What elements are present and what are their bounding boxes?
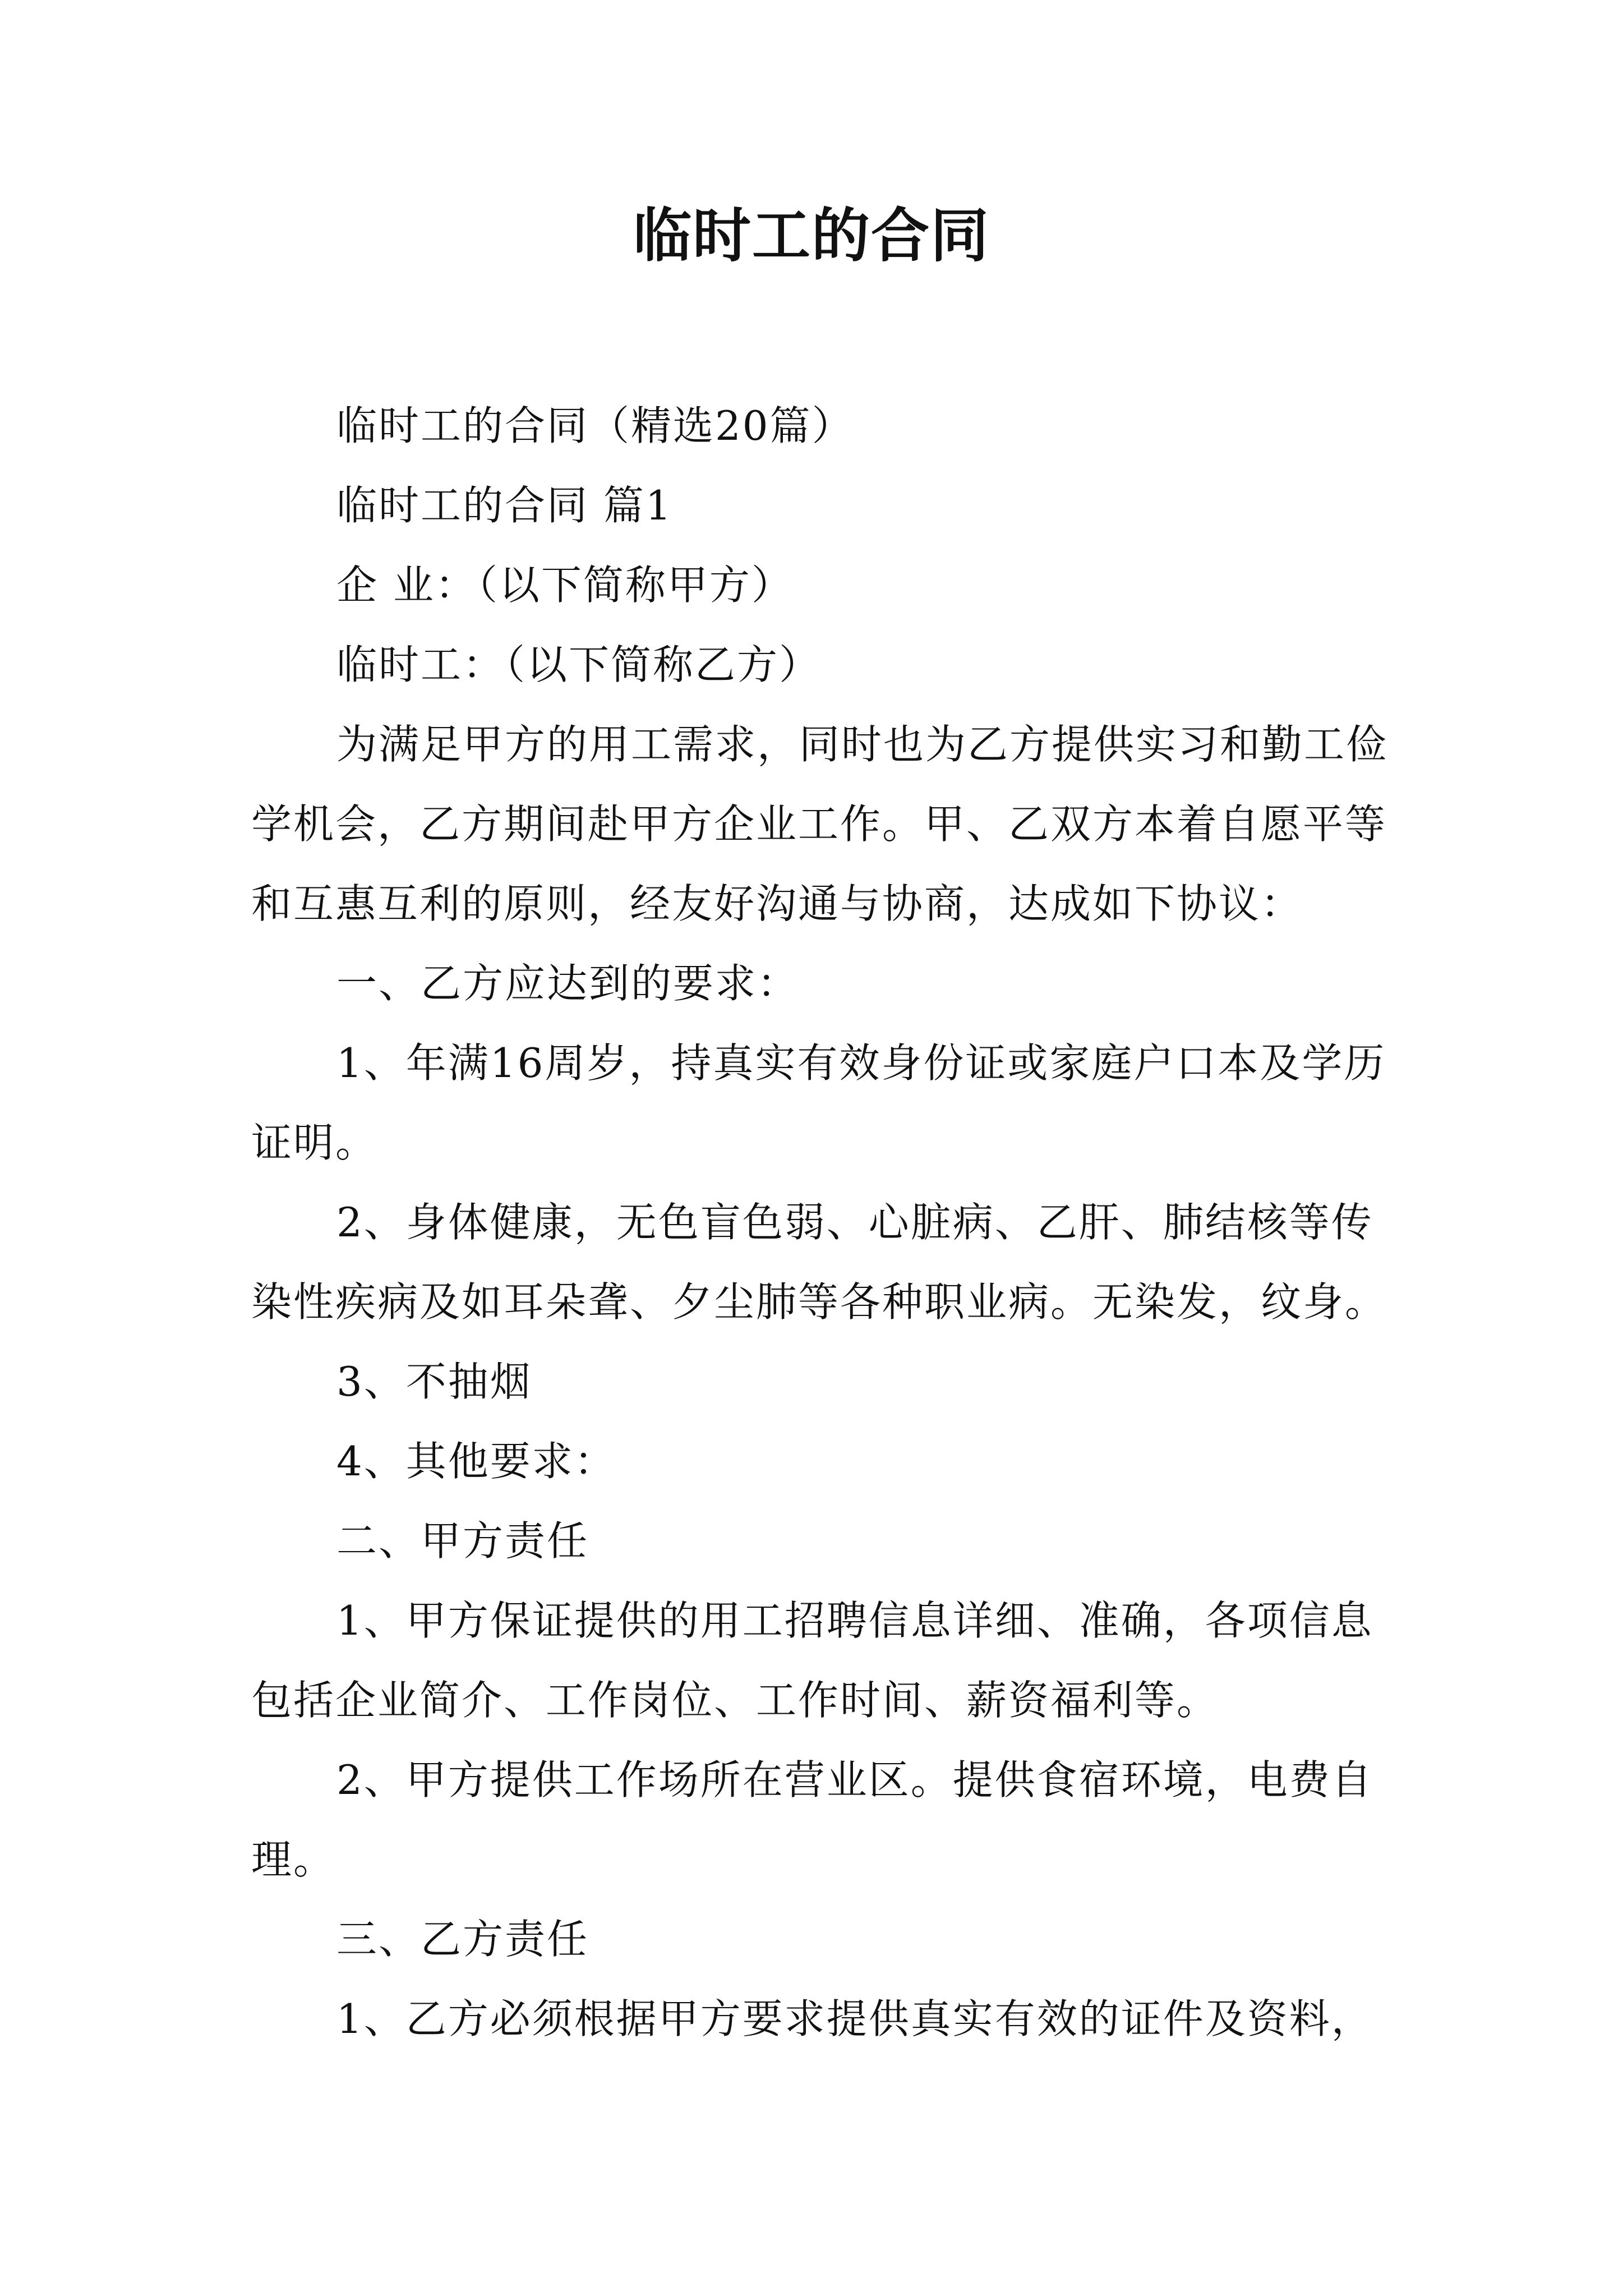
paragraph-section-1-heading: 一、乙方应达到的要求： xyxy=(336,960,800,1007)
paragraph-chapter-heading: 临时工的合同 篇1 xyxy=(336,482,673,529)
paragraph-requirement-4: 4、其他要求： xyxy=(336,1438,616,1485)
paragraph-party-a-duty-1: 1、甲方保证提供的用工招聘信息详细、准确，各项信息包括企业简介、工作岗位、工作时间、薪资福利等。 xyxy=(251,1597,1373,1724)
paragraph-section-2-heading: 二、甲方责任 xyxy=(336,1517,589,1565)
paragraph-party-b-duty-1: 1、乙方必须根据甲方要求提供真实有效的证件及资料， xyxy=(336,1995,1373,2042)
paragraph-requirement-2: 2、身体健康，无色盲色弱、心脏病、乙肝、肺结核等传染性疾病及如耳朵聋、夕尘肺等各种职业病。无染发，纹身。 xyxy=(251,1199,1387,1326)
paragraph-requirement-3: 3、不抽烟 xyxy=(336,1358,532,1405)
paragraph-subtitle: 临时工的合同（精选20篇） xyxy=(336,402,854,449)
paragraph-party-a: 企 业：（以下简称甲方） xyxy=(336,562,794,609)
document-title: 临时工的合同 xyxy=(633,201,990,270)
paragraph-requirement-1: 1、年满16周岁，持真实有效身份证或家庭户口本及学历证明。 xyxy=(251,1039,1386,1166)
paragraph-party-a-duty-2: 2、甲方提供工作场所在营业区。提供食宿环境，电费自理。 xyxy=(251,1756,1373,1883)
document-body xyxy=(251,386,1390,2059)
paragraph-section-3-heading: 三、乙方责任 xyxy=(336,1916,589,1963)
paragraph-party-b: 临时工：（以下简称乙方） xyxy=(336,641,822,688)
paragraph-preamble: 为满足甲方的用工需求，同时也为乙方提供实习和勤工俭学机会，乙方期间赴甲方企业工作。甲、乙双方本着自愿平等和互惠互利的原则，经友好沟通与协商，达成如下协议： xyxy=(251,721,1389,927)
